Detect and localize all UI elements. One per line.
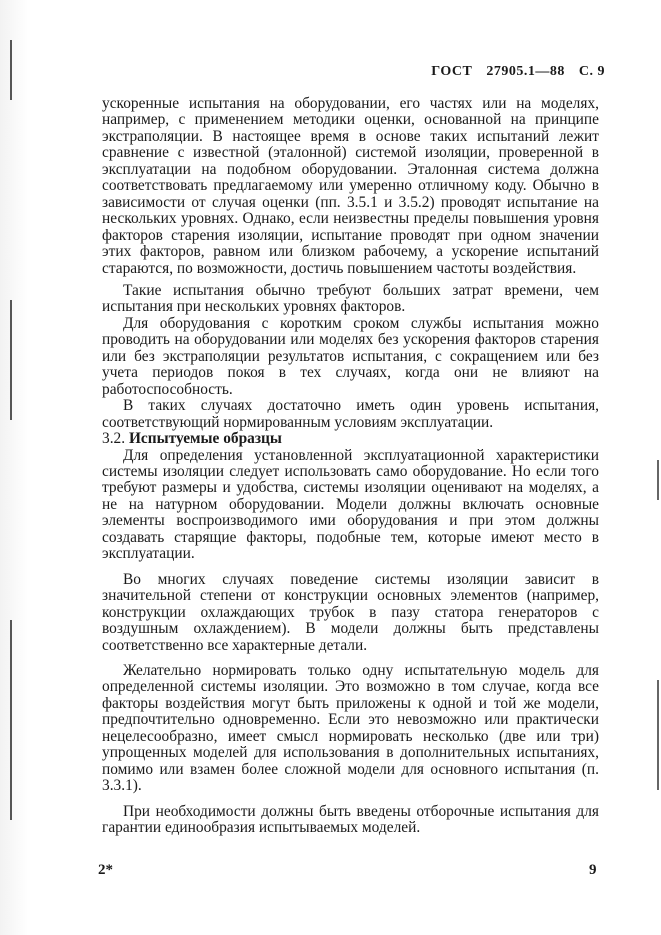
- paragraph: Для оборудования с коротким сроком службы испытания можно проводить на оборудовании или моделях без ускорения факторов старения или без экстраполяции результатов испытания, с сокращением или без учета периодов покоя в тех случаях, когда они не влияют на работоспособность.: [102, 314, 599, 398]
- binding-mark: [10, 40, 12, 100]
- standard-label: ГОСТ: [431, 64, 473, 79]
- edge-mark: [657, 680, 659, 790]
- section-heading: [102, 431, 599, 447]
- paragraph: При необходимости должны быть введены отборочные испытания для гарантии единообразия испытываемых моделей.: [102, 802, 599, 837]
- standard-number: 27905.1—88: [486, 64, 565, 79]
- paragraph: Во многих случаях поведение системы изоляции зависит в значительной степени от конструкции основных элементов (например, конструкции охлаждающих трубок в пазу статора генераторов с воздушным охлаждением). В модели должны быть представлены соответственно все характерные детали.: [102, 570, 599, 654]
- paragraph: ускоренные испытания на оборудовании, его частях или на моделях, например, с применением методики оценки, основанной на принципе экстраполяции. В настоящее время в основе таких испытаний лежит сравнение с известной (эталонной) системой изоляции, проверенной в эксплуатации на подобном оборудовании. Эталонная система должна соответствовать предлагаемому или умеренно отличному коду. Обычно в зависимости от случая оценки (пп. 3.5.1 и 3.5.2) проводят испытание на нескольких уровнях. Однако, если неизвестны пределы повышения уровня факторов старения изоляции, испытание проводят при одном значении этих факторов, равном или близком рабочему, а ускорение испытаний стараются, по возможности, достичь повышением частоты воздействия.: [102, 95, 599, 277]
- binding-mark: [10, 300, 12, 420]
- binding-shadow: [0, 0, 28, 935]
- paragraph: Для определения установленной эксплуатационной характеристики системы изоляции следует использовать само оборудование. Но если того требуют размеры и удобства, системы изоляции оценивают на моделях, а не на натурном оборудовании. Модели должны включать основные элементы воспроизводимого ими оборудования и при этом должны создавать старящие факторы, подобные тем, которые имеют место в эксплуатации.: [102, 446, 599, 563]
- edge-mark: [657, 460, 659, 500]
- paragraph: В таких случаях достаточно иметь один уровень испытания, соответствующий нормированным условиям эксплуатации.: [102, 397, 599, 431]
- section-title: Испытуемые образцы: [128, 430, 282, 448]
- page-header: [421, 64, 605, 80]
- body-text: [102, 96, 599, 836]
- paragraph: Такие испытания обычно требуют больших затрат времени, чем испытания при нескольких уровнях факторов.: [102, 281, 599, 316]
- paragraph: Желательно нормировать только одну испытательную модель для определенной системы изоляции. Это возможно в том случае, когда все факторы воздействия могут быть приложены к одной и той же модели, предпочтительно одновременно. Если это невозможно или практически нецелесообразно, имеет смысл нормировать несколько (две или три) упрощенных моделей для использования в дополнительных испытаниях, помимо или взамен более сложной модели для основного испытания (п. 3.3.1).: [102, 661, 599, 795]
- binding-mark: [10, 620, 12, 820]
- section-number: 3.2.: [102, 430, 126, 448]
- page-number: 9: [589, 862, 597, 878]
- signature-mark: 2*: [98, 862, 113, 878]
- page-reference: С. 9: [578, 64, 605, 79]
